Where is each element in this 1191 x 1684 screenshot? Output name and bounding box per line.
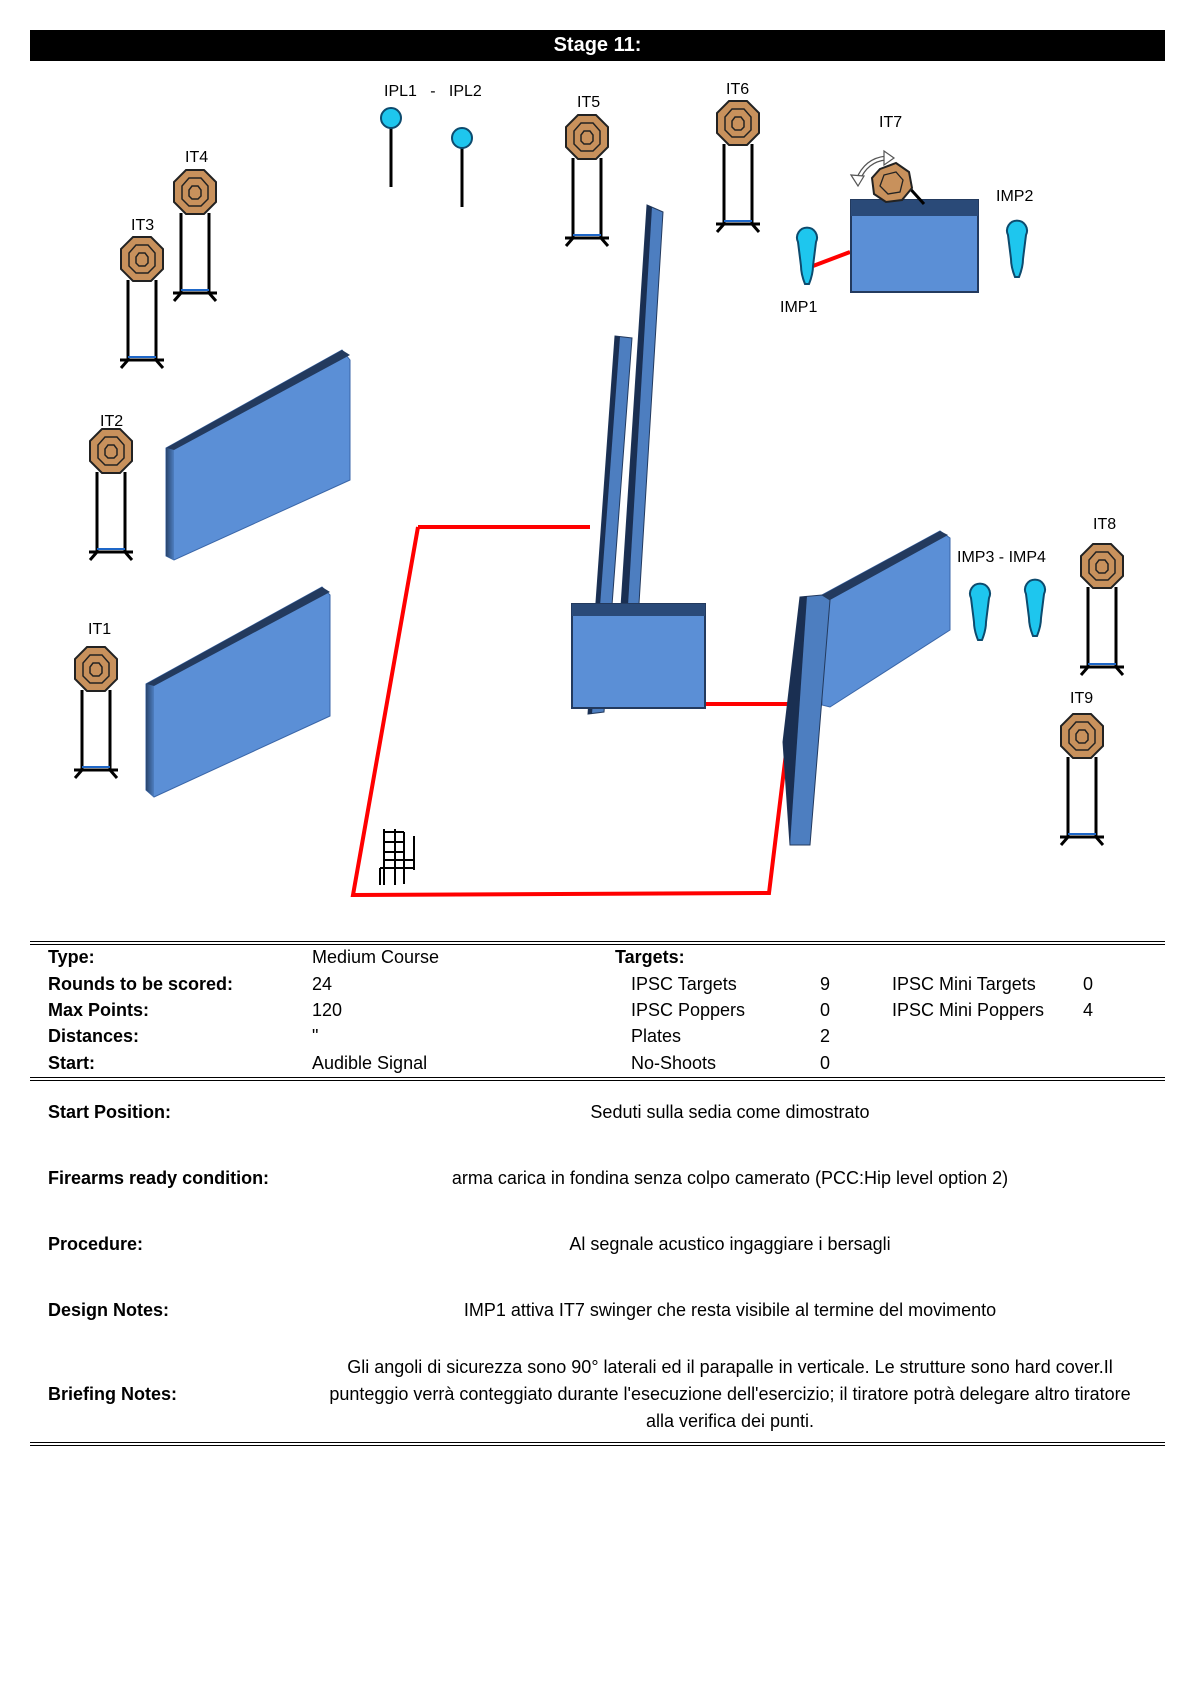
noshoots-label: No-Shoots (631, 1053, 717, 1073)
start-label: Start: (48, 1053, 96, 1073)
mini-popper-icon (970, 584, 990, 640)
label-it3: IT3 (131, 217, 155, 234)
plate-icon (381, 108, 401, 187)
firearms-label: Firearms ready condition: (48, 1168, 270, 1188)
briefing-notes-value: Gli angoli di sicurezza sono 90° laterali ed il parapalle in verticale. Le strutture sono hard cover.Il punteggio verrà conteggiato durante l'esecuzione dell'esercizio; il tiratore potrà delegare altro tiratore alla verifica dei punti. (329, 1357, 1131, 1431)
mini-popper-icon (1007, 221, 1027, 277)
start-value: Audible Signal (312, 1053, 428, 1073)
targets-label: Targets: (615, 947, 685, 967)
barricade-block-center (572, 604, 705, 708)
mini-popper-icon (797, 228, 817, 284)
design-notes-label: Design Notes: (48, 1300, 170, 1320)
mini-targets-value: 0 (1083, 974, 1094, 994)
ipsc-targets-value: 9 (820, 974, 831, 994)
label-it5: IT5 (577, 94, 601, 111)
ipsc-target-icon (89, 429, 133, 560)
procedure-value: Al segnale acustico ingaggiare i bersagli (569, 1234, 891, 1254)
label-it8: IT8 (1093, 516, 1117, 533)
type-label: Type: (48, 947, 95, 967)
label-imp1: IMP1 (780, 299, 818, 316)
plates-label: Plates (631, 1026, 682, 1046)
noshoots-value: 0 (820, 1053, 831, 1073)
swinger-target-icon (872, 163, 924, 204)
ipsc-poppers-label: IPSC Poppers (631, 1000, 746, 1020)
barricade-block-top-right (851, 200, 978, 292)
ipsc-target-icon (716, 101, 760, 232)
label-it4: IT4 (185, 149, 209, 166)
barricade-wall-right (783, 531, 950, 845)
ipsc-target-icon (120, 237, 164, 368)
label-it1: IT1 (88, 621, 112, 638)
procedure-label: Procedure: (48, 1234, 144, 1254)
ipsc-targets-label: IPSC Targets (631, 974, 737, 994)
label-it7: IT7 (879, 114, 903, 131)
stage-title: Stage 11: (30, 30, 1165, 61)
distances-value: " (312, 1026, 319, 1046)
barricade-wall-upper-left (166, 350, 350, 560)
ipsc-target-icon (1080, 544, 1124, 675)
label-it6: IT6 (726, 81, 750, 98)
firearms-value: arma carica in fondina senza colpo camerato (PCC:Hip level option 2) (451, 1168, 1009, 1188)
barricade-wall-lower-left (146, 587, 330, 797)
label-ipl: IPL1 - IPL2 (384, 83, 482, 100)
ipsc-target-icon (565, 115, 609, 246)
label-it2: IT2 (100, 413, 124, 430)
ipsc-poppers-value: 0 (820, 1000, 831, 1020)
divider-top (30, 941, 1165, 945)
mini-popper-icon (1025, 580, 1045, 636)
plates-value: 2 (820, 1026, 831, 1046)
label-it9: IT9 (1070, 690, 1094, 707)
distances-label: Distances: (48, 1026, 140, 1046)
start-position-value: Seduti sulla sedia come dimostrato (590, 1102, 870, 1122)
shooting-area-fault-line (353, 527, 792, 895)
start-position-label: Start Position: (48, 1102, 172, 1122)
plate-icon (452, 128, 472, 207)
type-value: Medium Course (312, 947, 440, 967)
briefing-notes-label: Briefing Notes: (48, 1384, 178, 1404)
mini-targets-label: IPSC Mini Targets (892, 974, 1036, 994)
mini-poppers-value: 4 (1083, 1000, 1094, 1020)
ipsc-target-icon (74, 647, 118, 778)
mini-poppers-label: IPSC Mini Poppers (892, 1000, 1045, 1020)
rounds-label: Rounds to be scored: (48, 974, 234, 994)
ipsc-target-icon (1060, 714, 1104, 845)
design-notes-value: IMP1 attiva IT7 swinger che resta visibile al termine del movimento (463, 1300, 997, 1320)
divider-bottom (30, 1442, 1165, 1446)
maxpoints-label: Max Points: (48, 1000, 150, 1020)
label-imp3-imp4: IMP3 - IMP4 (957, 549, 1046, 566)
label-imp2: IMP2 (996, 188, 1034, 205)
maxpoints-value: 120 (312, 1000, 343, 1020)
imp1-activation-line (813, 252, 850, 266)
rounds-value: 24 (312, 974, 333, 994)
ipsc-target-icon (173, 170, 217, 301)
divider-middle (30, 1077, 1165, 1081)
chair-icon (380, 829, 414, 885)
stage-diagram (0, 62, 1191, 932)
